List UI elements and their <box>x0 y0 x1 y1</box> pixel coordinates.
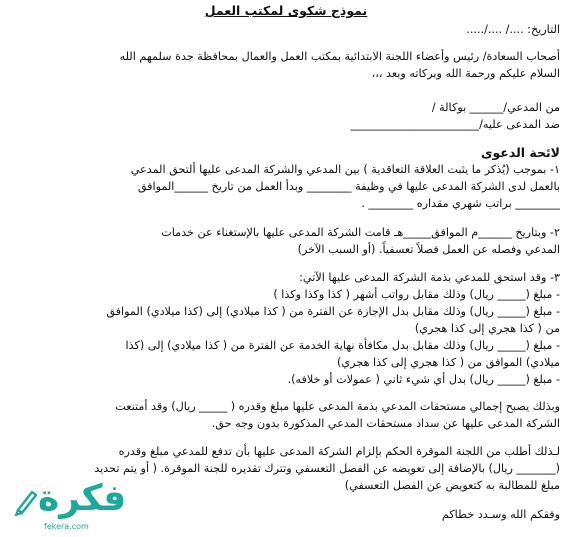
paragraph-4-line-1: وبذلك يصبح إجمالي مستحقات المدعي بذمة المدعى عليها مبلغ وقدره ( _____ ريال) وقد أمتنعت <box>115 400 560 413</box>
paragraph-2-line-2: المدعي وفصله عن العمل فصلاً تعسفياً. (أو السبب الآخر) <box>297 243 560 256</box>
paragraph-5-line-2: (_______ ريال) بالإضافة إلى تعويضه عن الفصل التعسفي وتترك تقديره للجنة الموقرة. ( أو يتم تحديد <box>94 462 560 475</box>
paragraph-3-item-2: - مبلغ (_____ ريال) وذلك مقابل بدل الإجازة عن الفترة من ( كذا ميلادي) إلى (كذا ميلادي) الموافق <box>106 305 560 318</box>
paragraph-3-item-4: - مبلغ (_____ ريال) بدل أي شيء ثاني ( عمولات أو خلافه). <box>287 373 560 386</box>
paragraph-3-item-1: - مبلغ (_____ ريال) وذلك مقابل رواتب أشهر ( كذا وكذا وكذا ) <box>273 288 560 301</box>
fekera-logo <box>4 478 127 536</box>
paragraph-3-item-3-cont: ميلادي) الموافق من ( كذا هجري إلى كذا هجري) <box>337 356 560 369</box>
paragraph-1-line-3: ________ براتب شهري مقداره ________ . <box>361 197 560 210</box>
paragraph-5-line-3: مبلغ للمطالبة به كتعويض عن الفصل التعسفي) <box>344 479 560 492</box>
paragraph-1-line-2: بالعمل لدى الشركة المدعى عليها في وظيفة ________ وبدأ العمل من تاريخ ______الموافق <box>137 180 560 193</box>
paragraph-3-item-3: - مبلغ (_____ ريال) وذلك مقابل بدل مكافأة نهاية الخدمة عن الفترة من ( كذا ميلادي) إلى (كذا <box>125 339 560 352</box>
logo-domain: fekera.com <box>44 522 89 531</box>
logo-wordmark: فكرة <box>38 478 127 519</box>
plaintiff-line: من المدعي/______ بوكالة / <box>431 101 560 114</box>
salutation-line-1: أصحاب السعادة/ رئيس وأعضاء اللجنة الابتدائية بمكتب العمل والعمال بمحافظة جدة سلمهم الله <box>119 50 560 63</box>
paragraph-3-item-2-cont: من ( كذا هجري إلى كذا هجري) <box>414 322 560 335</box>
paragraph-5-line-1: لـذلك أطلب من اللجنة الموقرة الحكم بإلزام الشركة المدعى عليها بأن تدفع للمدعي مبلغ وقدره <box>118 445 560 458</box>
defendant-line: ضد المدعى عليه/_______________________ <box>350 118 560 131</box>
paragraph-2-line-1: ٢- وبتاريخ ______م الموافق_____هـ قامت الشركة المدعى عليها بالإستغناء عن خدمات <box>161 226 560 239</box>
paragraph-4-line-2: الشركة المدعى عليها عن سداد مستحقات المدعي المذكورة بدون وجه حق. <box>211 417 560 430</box>
date-line: التاريخ: ..../ ..../..... <box>466 23 560 36</box>
paragraph-3-intro: ٣- وقد استحق للمدعي بذمة الشركة المدعى عليها الآتي: <box>299 271 560 284</box>
pencil-icon <box>12 486 40 516</box>
document-title: نموذج شكوى لمكتب العمل <box>204 3 368 18</box>
paragraph-1-line-1: ١- بموجب (يُذكر ما يثبت العلاقة التعاقدية ) بين المدعي والشركة المدعى عليها ألتحق المدعي <box>130 163 560 176</box>
salutation-line-2: السلام عليكم ورحمة الله وبركاته وبعد ،،، <box>371 67 560 80</box>
closing-line: وفقكم الله وسـدد خطاكم <box>441 508 560 521</box>
claim-heading: لائحة الدعوى <box>481 145 560 160</box>
